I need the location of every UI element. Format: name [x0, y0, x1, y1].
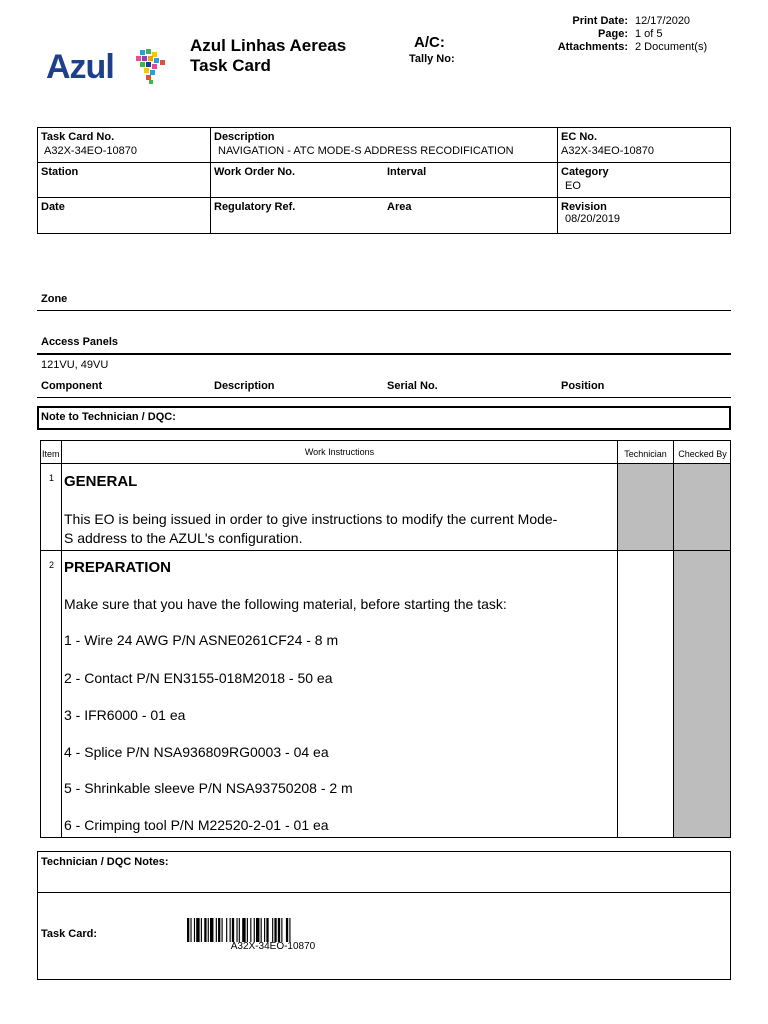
note-label: Note to Technician / DQC:	[41, 411, 176, 423]
barcode-bar	[216, 918, 217, 942]
barcode-bar	[222, 918, 223, 942]
revision-value: 08/20/2019	[565, 213, 621, 225]
barcode-bar	[236, 918, 237, 942]
barcode-bar	[196, 918, 199, 942]
material-item: 1 - Wire 24 AWG P/N ASNE0261CF24 - 8 m	[64, 632, 339, 648]
print-date-value: 12/17/2020	[635, 15, 691, 27]
col-technician-header: Technician	[624, 449, 667, 459]
serial-no-label: Serial No.	[387, 380, 438, 392]
row1-text-line2: S address to the AZUL's configuration.	[64, 530, 303, 546]
barcode-bar	[254, 918, 255, 942]
zone-label: Zone	[41, 293, 68, 305]
ac-label: A/C:	[414, 34, 445, 51]
barcode-bar	[286, 918, 288, 942]
barcode-text: A32X-34EO-10870	[230, 941, 316, 952]
task-card-label: Task Card:	[41, 928, 98, 940]
material-item: 2 - Contact P/N EN3155-018M2018 - 50 ea	[64, 670, 333, 686]
row2-item: 2	[49, 560, 55, 570]
ec-no-label: EC No.	[561, 131, 598, 143]
work-order-label: Work Order No.	[214, 166, 296, 178]
doc-type: Task Card	[190, 56, 271, 75]
logo-wordmark: Azul	[46, 48, 114, 86]
row2-heading: PREPARATION	[64, 559, 171, 576]
material-item: 4 - Splice P/N NSA936809RG0003 - 04 ea	[64, 744, 329, 760]
row2-intro: Make sure that you have the following material, before starting the task:	[64, 596, 507, 612]
footer-box	[37, 851, 731, 980]
technician-notes-label: Technician / DQC Notes:	[41, 856, 169, 868]
material-item: 5 - Shrinkable sleeve P/N NSA93750208 - 2 m	[64, 780, 353, 796]
description-label: Description	[214, 131, 275, 143]
barcode-bar	[261, 918, 262, 942]
barcode-bar	[264, 918, 265, 942]
barcode-bar	[266, 918, 268, 942]
access-panels-value: 121VU, 49VU	[41, 359, 109, 371]
barcode-bar	[201, 918, 202, 942]
barcode-bar	[247, 918, 248, 942]
barcode-bar	[210, 918, 213, 942]
page-value: 1 of 5	[635, 28, 663, 40]
barcode-bar	[281, 918, 282, 942]
barcode-bar	[278, 918, 280, 942]
barcode-bar	[208, 918, 209, 942]
attachments-value: 2 Document(s)	[635, 41, 708, 53]
component-label: Component	[41, 380, 103, 392]
barcode-bar	[187, 918, 189, 942]
col-checked-header: Checked By	[678, 449, 727, 459]
revision-label: Revision	[561, 201, 607, 213]
ec-no-value: A32X-34EO-10870	[561, 145, 654, 157]
brazil-map-icon	[134, 48, 168, 86]
position-label: Position	[561, 380, 605, 392]
barcode-bar	[250, 918, 251, 942]
tally-label: Tally No:	[409, 53, 455, 65]
barcode-bar	[218, 918, 220, 942]
barcode-bar	[274, 918, 276, 942]
col-instructions-header: Work Instructions	[304, 447, 375, 457]
task-card-no-value: A32X-34EO-10870	[44, 145, 137, 157]
station-label: Station	[41, 166, 79, 178]
barcode-bar	[272, 918, 273, 942]
date-label: Date	[41, 201, 65, 213]
barcode-bar	[226, 918, 227, 942]
barcode-bar	[239, 918, 240, 942]
barcode-bar	[242, 918, 245, 942]
page-label: Page:	[598, 28, 628, 40]
barcode-icon	[187, 918, 359, 942]
azul-logo	[46, 48, 114, 88]
barcode-bar	[256, 918, 259, 942]
print-date-label: Print Date:	[572, 15, 628, 27]
regulatory-label: Regulatory Ref.	[214, 201, 296, 213]
area-label: Area	[387, 201, 412, 213]
category-label: Category	[561, 166, 609, 178]
description-value: NAVIGATION - ATC MODE-S ADDRESS RECODIFICATION	[218, 145, 514, 157]
barcode-bar	[230, 918, 231, 942]
material-item: 6 - Crimping tool P/N M22520-2-01 - 01 ea	[64, 817, 329, 833]
access-panels-label: Access Panels	[41, 336, 119, 348]
material-item: 3 - IFR6000 - 01 ea	[64, 707, 186, 723]
barcode-bar	[232, 918, 234, 942]
company-name: Azul Linhas Aereas	[190, 36, 347, 55]
interval-label: Interval	[387, 166, 427, 178]
row1-heading: GENERAL	[64, 473, 138, 490]
task-card-no-label: Task Card No.	[41, 131, 115, 143]
component-description-label: Description	[214, 380, 275, 392]
barcode-bar	[194, 918, 195, 942]
info-table	[37, 127, 731, 234]
category-value: EO	[565, 180, 581, 192]
row1-text-line1: This EO is being issued in order to give instructions to modify the current Mode-	[64, 511, 558, 527]
row1-item: 1	[49, 473, 55, 483]
attachments-label: Attachments:	[557, 41, 628, 53]
barcode-bar	[204, 918, 206, 942]
barcode-bar	[190, 918, 191, 942]
col-item-header: Item	[42, 449, 60, 459]
barcode-bar	[289, 918, 290, 942]
